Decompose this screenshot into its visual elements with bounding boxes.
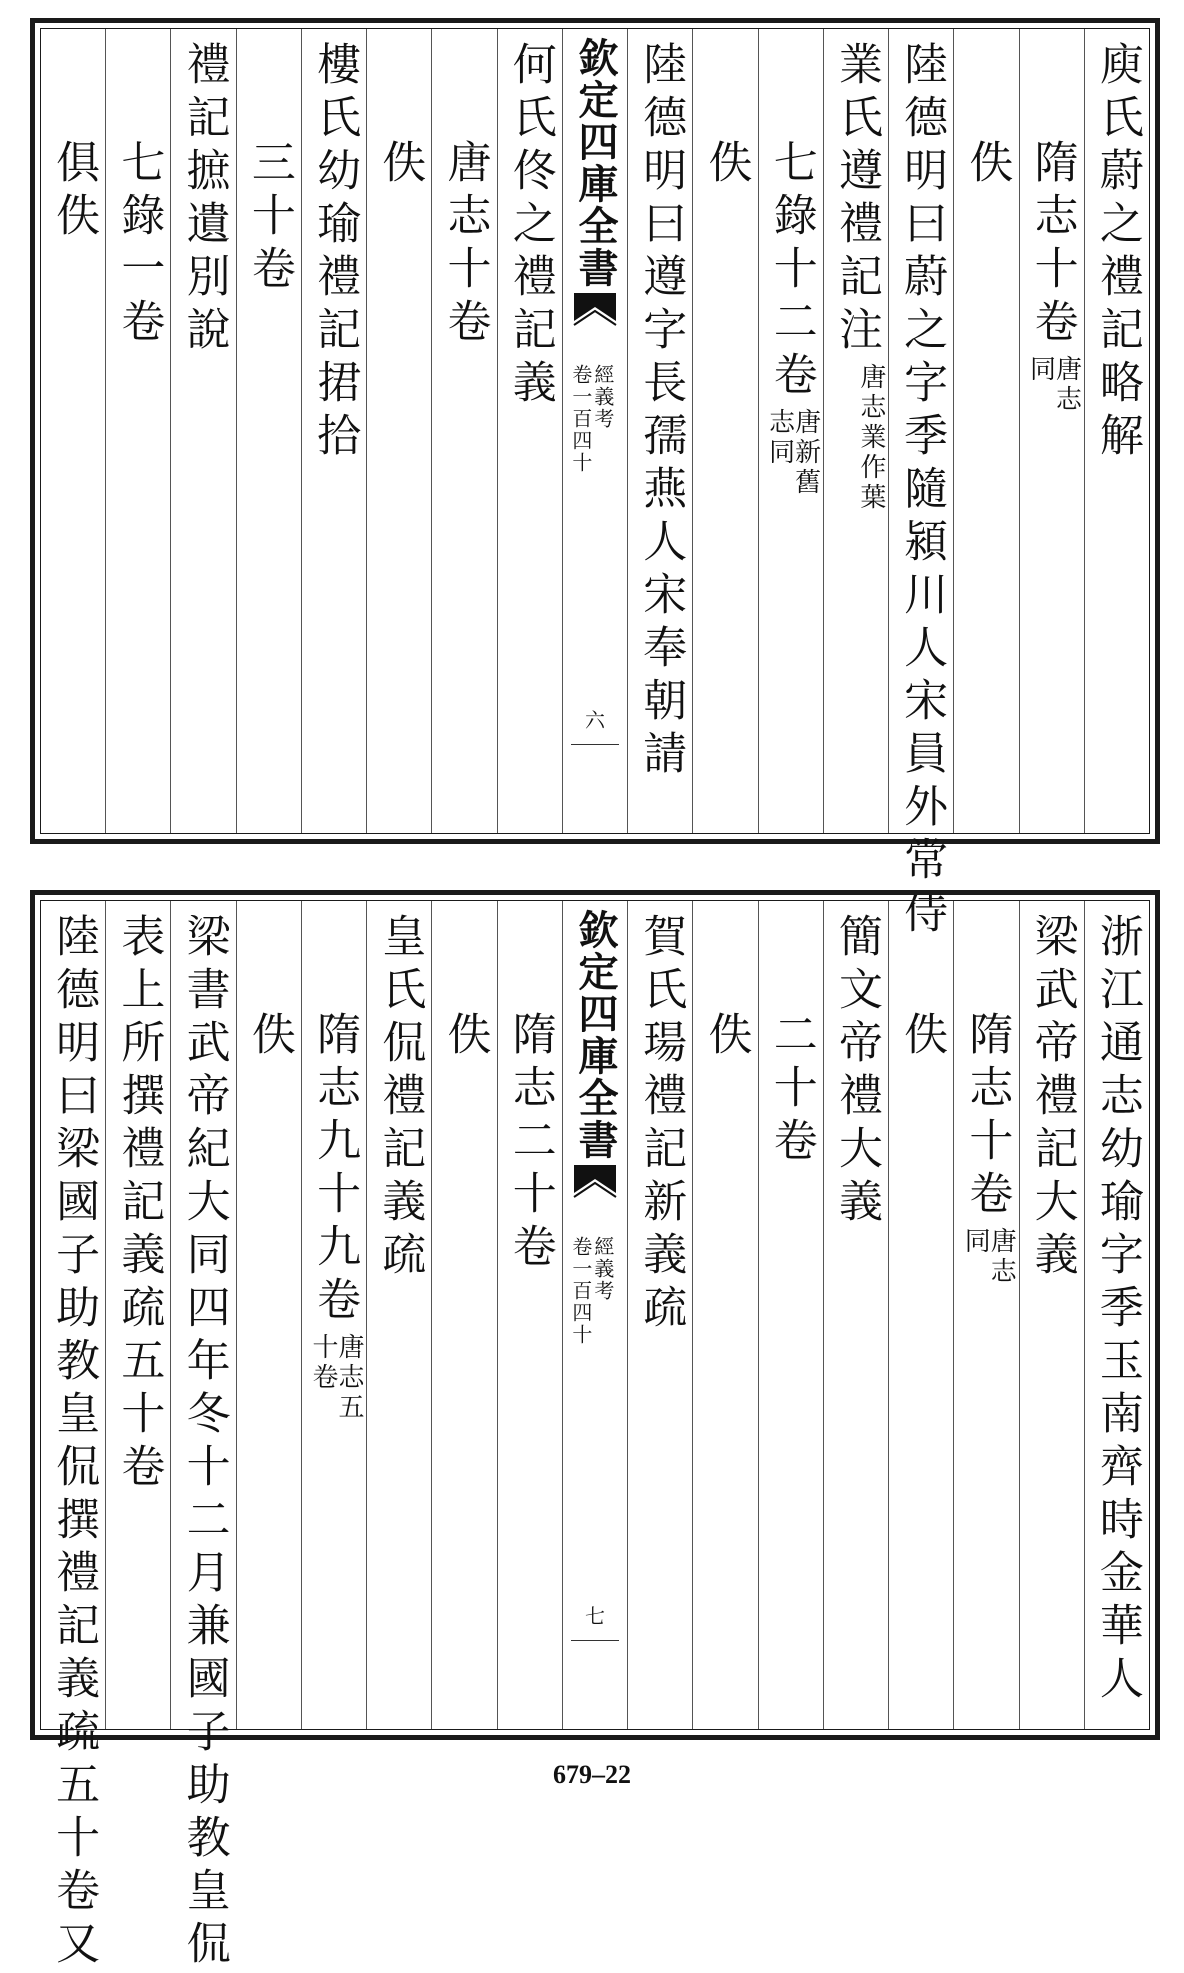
main-text: 三十卷 [243,139,295,298]
main-text: 二十卷 [765,1011,817,1170]
main-text: 七錄一卷 [113,139,165,351]
text-column [953,901,1018,1729]
main-text: 陸德明曰遵字長孺燕人宋奉朝請 [635,41,687,783]
main-text: 陸德明曰梁國子助教皇侃撰禮記義疏五十卷又 [48,913,100,1973]
text-column [953,29,1018,833]
main-text: 隋志九十九卷 [309,1011,361,1329]
text-column [170,901,235,1973]
folio-number: 679–22 [553,1760,631,1789]
text-column [366,29,431,833]
center-subtitle: 卷一百四十 [568,364,593,474]
annotation-note: 唐志五 [333,1333,364,1423]
text-column [431,29,496,833]
text-column [1019,901,1084,1729]
upper-leaf-columns [40,28,1150,942]
main-text: 浙江通志幼瑜字季玉南齊時金華人 [1091,913,1143,1708]
text-column [236,901,301,1729]
annotation-note: 十卷 [307,1333,338,1393]
annotation-note: 志同 [764,408,795,468]
main-text: 簡文帝禮大義 [830,913,882,1231]
main-text: 佚 [700,139,752,192]
annotation-note: 唐志 [1051,355,1082,415]
main-text: 梁武帝禮記大義 [1026,913,1078,1284]
main-text: 業氏遵禮記注 [830,41,882,359]
center-subtitle: 經義考 [590,1236,615,1302]
leaf-number: 六 [585,708,605,732]
text-column [497,29,562,833]
main-text: 皇氏侃禮記義疏 [374,913,426,1284]
text-column [888,29,953,942]
main-text: 佚 [961,139,1013,192]
leaf-number: 七 [585,1604,605,1628]
text-column [888,901,953,1729]
annotation-note: 唐新舊 [790,408,821,498]
annotation-note: 同 [1025,355,1056,385]
annotation-note: 唐志業作葉 [855,363,886,513]
text-column [170,29,235,833]
main-text: 佚 [700,1011,752,1064]
main-text: 佚 [243,1011,295,1064]
main-text: 隋志十卷 [1026,139,1078,351]
text-column [1019,29,1084,833]
fishtail-mark-icon [572,291,618,337]
main-text: 樓氏幼瑜禮記捃拾 [309,41,361,465]
center-subtitle: 經義考 [590,364,615,430]
annotation-note: 唐志 [986,1227,1017,1287]
upper-leaf [30,18,1160,942]
text-column [41,29,105,833]
text-column [627,29,692,833]
main-text: 佚 [439,1011,491,1064]
main-text: 隋志十卷 [961,1011,1013,1223]
text-column [301,901,366,1729]
center-title: 欽定四庫全書 [572,37,619,289]
annotation-note: 同 [960,1227,991,1257]
text-column [758,901,823,1729]
text-column [301,29,366,833]
main-text: 唐志十卷 [439,139,491,351]
center-rule [571,744,620,745]
main-text: 何氏佟之禮記義 [504,41,556,412]
fishtail-mark-icon [572,1163,618,1209]
main-text: 表上所撰禮記義疏五十卷 [113,913,165,1496]
center-subtitle: 卷一百四十 [568,1236,593,1346]
main-text: 梁書武帝紀大同四年冬十二月兼國子助教皇侃 [178,913,230,1973]
text-column [1084,901,1149,1729]
text-column [823,29,888,833]
center-rule [571,1640,620,1641]
main-text: 賀氏瑒禮記新義疏 [635,913,687,1337]
text-column [823,901,888,1729]
text-column [692,29,757,833]
main-text: 七錄十二卷 [765,139,817,404]
text-column [105,901,170,1729]
text-column [105,29,170,833]
text-column [431,901,496,1729]
text-column [236,29,301,833]
text-column [758,29,823,833]
center-title: 欽定四庫全書 [572,909,619,1161]
text-column [1084,29,1149,833]
main-text: 隋志二十卷 [504,1011,556,1276]
center-fold-column [562,29,627,833]
center-fold-column [562,901,627,1729]
main-text: 俱佚 [48,139,100,245]
text-column [41,901,105,1973]
text-column [692,901,757,1729]
main-text: 佚 [896,1011,948,1064]
main-text: 陸德明曰蔚之字季隨潁川人宋員外常侍 [896,41,948,942]
main-text: 佚 [374,139,426,192]
main-text: 庾氏蔚之禮記略解 [1091,41,1143,465]
text-column [366,901,431,1729]
text-column [497,901,562,1729]
main-text: 禮記摭遺別說 [178,41,230,359]
text-column [627,901,692,1729]
